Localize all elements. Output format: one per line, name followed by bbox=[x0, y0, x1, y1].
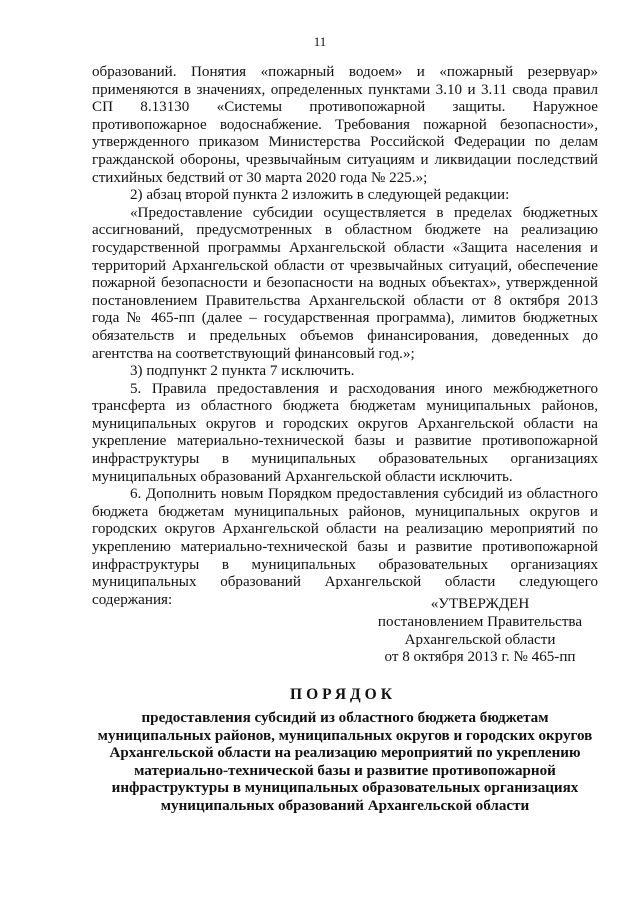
approval-line: «УТВЕРЖДЕН bbox=[430, 596, 530, 612]
paragraph: образований. Понятия «пожарный водоем» и «пожарный резервуар» применяются в значениях, определенных пунктами 3.10 и 3.11 свода правил СП 8.13130 «Системы противопожарной защиты. Наружное противопожарное водоснабжение. Требования пожарной безопасности», утвержденного приказом Министерства Российской Федерации по делам гражданской обороны, чрезвычайным ситуациям и ликвидации последствий стихийных бедствий от 30 марта 2020 года № 225.»; bbox=[92, 64, 598, 186]
paragraph: «Предоставление субсидии осуществляется в пределах бюджетных ассигнований, предусмотренных в областном бюджете на реализацию государственной программы Архангельской области «Защита населения и территорий Архангельской области от чрезвычайных ситуаций, обеспечение пожарной безопасности и безопасности на водных объектах», утвержденной постановлением Правительства Архангельской области от 8 октября 2013 года № 465-пп (далее – государственная программа), лимитов бюджетных обязательств и предельных объемов финансирования, доведенных до агентства на соответствующий финансовый год.»; bbox=[92, 204, 598, 362]
paragraph: 5. Правила предоставления и расходования иного межбюджетного трансферта из областного бюджета бюджетам муниципальных районов, муниципальных округов и городских округов Архангельской области на укрепление материально-технической базы и развитие противопожарной инфраструктуры в муниципальных образовательных организациях муниципальных образований Архангельской области исключить. bbox=[92, 380, 598, 485]
document-body bbox=[92, 64, 598, 609]
order-subtitle-line: материально-технической базы и развитие противопожарной bbox=[134, 762, 556, 779]
order-subtitle-line: муниципальных образований Архангельской области bbox=[160, 797, 530, 814]
order-subtitle-line: муниципальных районов, муниципальных округов и городских округов bbox=[97, 727, 593, 744]
paragraph: 2) абзац второй пункта 2 изложить в следующей редакции: bbox=[130, 187, 510, 204]
order-subtitle-line: предоставления субсидий из областного бюджета бюджетам bbox=[141, 710, 549, 726]
approval-line: от 8 октября 2013 г. № 465-пп bbox=[384, 649, 576, 666]
approval-line: постановлением Правительства bbox=[377, 613, 583, 630]
order-subtitle-line: инфраструктуры в муниципальных образовательных организациях bbox=[111, 780, 579, 796]
order-title: ПОРЯДОК bbox=[290, 686, 396, 703]
approval-line: Архангельской области bbox=[404, 631, 556, 648]
order-subtitle bbox=[92, 710, 598, 815]
paragraph: 6. Дополнить новым Порядком предоставления субсидий из областного бюджета бюджетам муниципальных районов, муниципальных округов и городских округов Архангельской области на реализацию мероприятий по укреплению материально-технической базы и развитие противопожарной инфраструктуры в муниципальных образовательных организациях муниципальных образований Архангельской области следующего содержания: bbox=[92, 486, 598, 608]
order-subtitle-line: Архангельской области на реализацию мероприятий по укреплению bbox=[109, 745, 581, 761]
approval-stamp-block bbox=[360, 596, 600, 667]
page-number: 11 bbox=[313, 34, 327, 49]
paragraph: 3) подпункт 2 пункта 7 исключить. bbox=[130, 363, 355, 380]
